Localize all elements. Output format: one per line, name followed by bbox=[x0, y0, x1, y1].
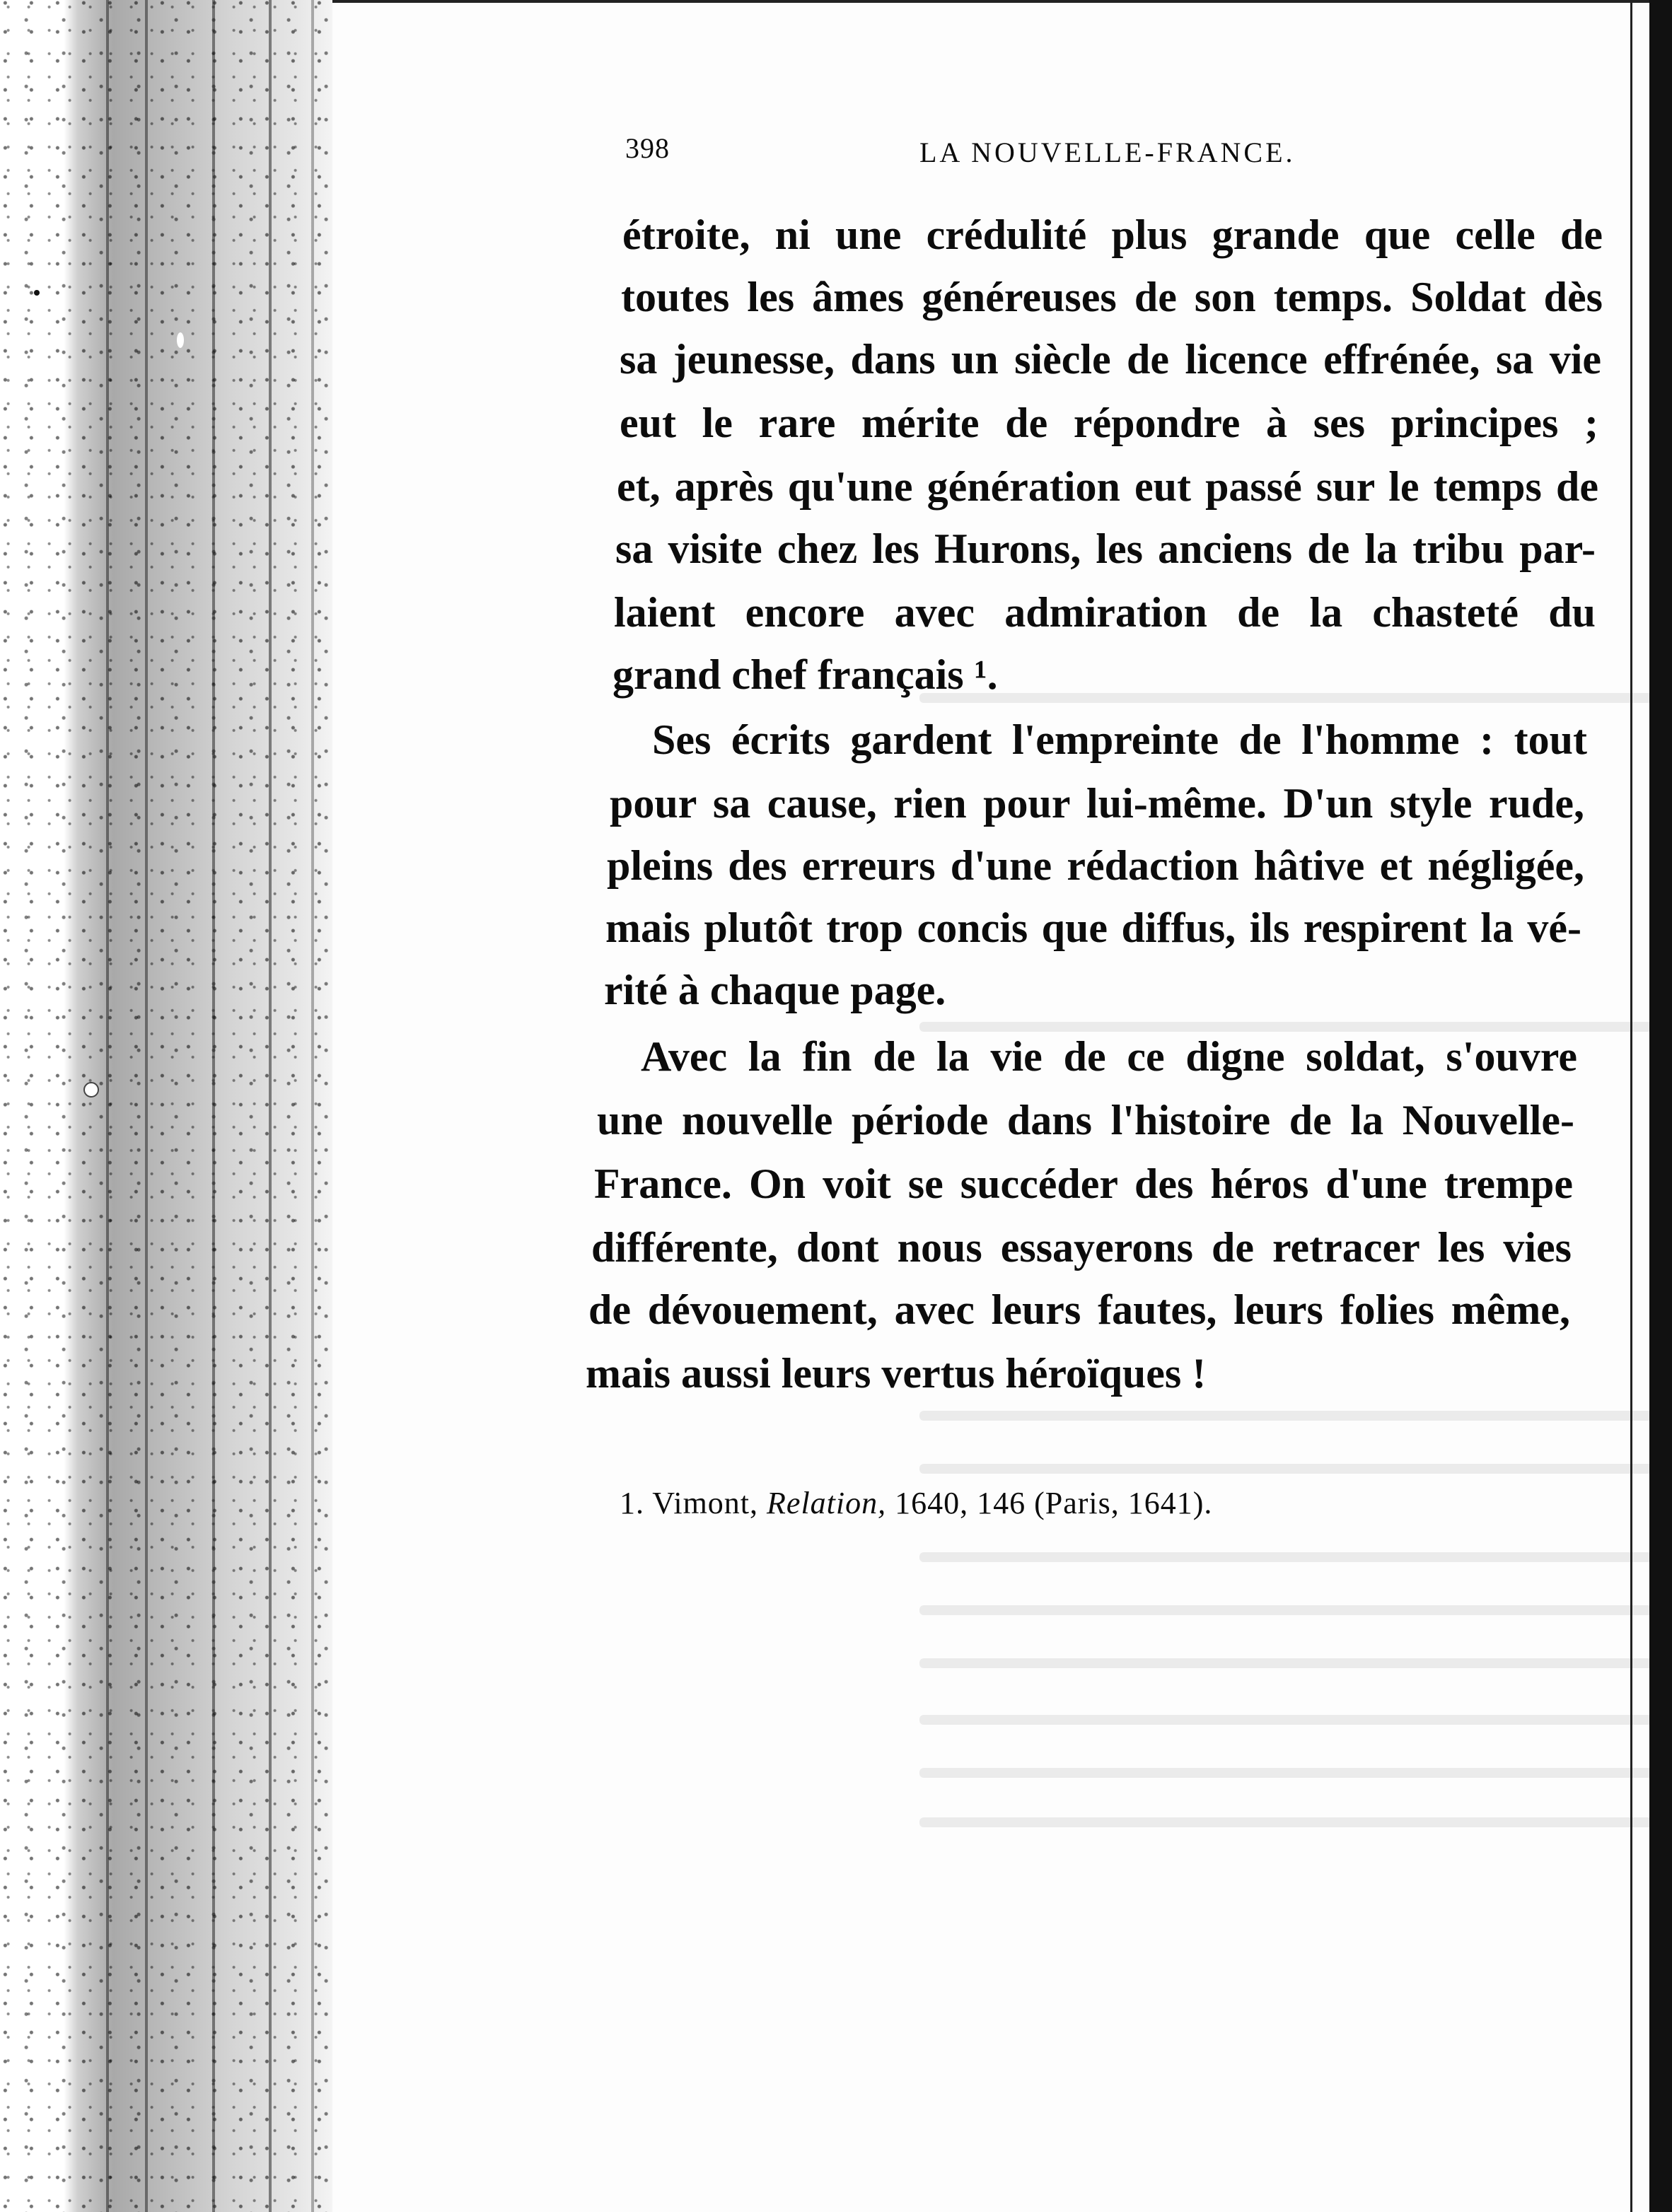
footnote-marker: 1. bbox=[620, 1486, 644, 1520]
bleed-through bbox=[919, 1022, 1672, 1032]
running-title: LA NOUVELLE-FRANCE. bbox=[919, 136, 1296, 168]
body-line: Ses écrits gardent l'empreinte de l'homme : tout bbox=[652, 716, 1587, 763]
right-border-strip bbox=[1649, 0, 1672, 2212]
body-line: mais plutôt trop concis que diffus, ils respirent la vé- bbox=[605, 904, 1581, 951]
body-line: une nouvelle période dans l'histoire de la Nouvelle- bbox=[597, 1097, 1574, 1143]
bleed-through bbox=[919, 1817, 1672, 1827]
bleed-through bbox=[919, 1411, 1672, 1421]
edge-line bbox=[106, 0, 109, 2212]
bleed-through bbox=[919, 1605, 1672, 1615]
edge-line bbox=[311, 0, 314, 2212]
body-line: Avec la fin de la vie de ce digne soldat, s'ouvre bbox=[641, 1033, 1577, 1080]
body-line: sa visite chez les Hurons, les anciens de la tribu par- bbox=[615, 525, 1596, 572]
body-line: eut le rare mérite de répondre à ses principes ; bbox=[620, 400, 1598, 446]
top-border bbox=[332, 0, 1649, 3]
body-line: différente, dont nous essayerons de retracer les vies bbox=[591, 1224, 1572, 1271]
body-line: et, après qu'une génération eut passé sur le temps de bbox=[617, 463, 1598, 510]
speck bbox=[34, 290, 40, 296]
body-line: toutes les âmes généreuses de son temps. Soldat dès bbox=[621, 274, 1603, 320]
body-line: pleins des erreurs d'une rédaction hâtive et négligée, bbox=[607, 842, 1584, 889]
bleed-through bbox=[919, 1464, 1672, 1474]
body-line: rité à chaque page. bbox=[604, 967, 946, 1013]
bleed-through bbox=[919, 1658, 1672, 1668]
body-line: pour sa cause, rien pour lui-même. D'un style rude, bbox=[610, 780, 1584, 827]
bleed-through bbox=[919, 1715, 1672, 1725]
page-number: 398 bbox=[625, 132, 670, 164]
footnote-work: Relation, bbox=[767, 1486, 887, 1520]
edge-line bbox=[212, 0, 215, 2212]
body-line: mais aussi leurs vertus héroïques ! bbox=[586, 1350, 1207, 1397]
bleed-through bbox=[919, 693, 1672, 703]
body-line: grand chef français ¹. bbox=[613, 651, 998, 698]
edge-line bbox=[145, 0, 148, 2212]
footnote-citation: 1640, 146 (Paris, 1641). bbox=[895, 1486, 1213, 1520]
body-line: sa jeunesse, dans un siècle de licence effrénée, sa vie bbox=[620, 336, 1601, 383]
book-page-edge bbox=[0, 0, 332, 2212]
body-line: étroite, ni une crédulité plus grande que celle de bbox=[622, 211, 1603, 258]
footnote bbox=[620, 1485, 1212, 1521]
right-border-line bbox=[1630, 0, 1632, 2212]
body-line: de dévouement, avec leurs fautes, leurs folies même, bbox=[588, 1286, 1570, 1333]
bleed-through bbox=[919, 1768, 1672, 1778]
edge-line bbox=[269, 0, 272, 2212]
speck bbox=[177, 332, 184, 348]
body-line: France. On voit se succéder des héros d'une trempe bbox=[594, 1160, 1573, 1207]
body-line: laient encore avec admiration de la chasteté du bbox=[614, 589, 1596, 636]
bleed-through bbox=[919, 1552, 1672, 1562]
footnote-author: Vimont, bbox=[652, 1486, 759, 1520]
speck bbox=[83, 1082, 99, 1098]
